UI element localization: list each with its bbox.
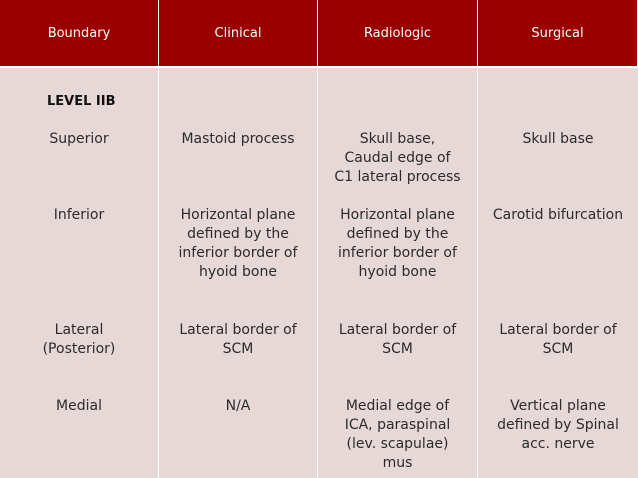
cell-radiologic-row3 (318, 321, 477, 359)
column-boundary (0, 68, 159, 478)
cell-line: inferior border of (178, 245, 298, 261)
cell-line: (lev. scapulae) (346, 436, 449, 452)
cell-line: Lateral border of (179, 322, 297, 338)
cell-line: SCM (542, 341, 574, 357)
cell-clinical-row3 (159, 321, 317, 359)
cell-line: acc. nerve (521, 436, 595, 452)
cell-line: hyoid bone (358, 264, 437, 280)
cell-line: ICA, paraspinal (344, 417, 451, 433)
cell-line: Carotid bifurcation (492, 207, 624, 223)
cell-line: Skull base (522, 131, 594, 147)
cell-line: Superior (49, 131, 109, 147)
cell-line: SCM (382, 341, 413, 357)
cell-radiologic-row2 (318, 206, 477, 282)
cell-boundary-row3 (0, 321, 158, 359)
cell-boundary-row4 (0, 397, 158, 416)
header-surgical: Surgical (478, 0, 638, 68)
header-radiologic: Radiologic (318, 0, 478, 68)
cell-line: Medial edge of (345, 398, 450, 414)
cell-line: Inferior (53, 207, 105, 223)
cell-line: Medial (56, 398, 102, 414)
cell-clinical-row2 (159, 206, 317, 282)
cell-line: Vertical plane (510, 398, 606, 414)
cell-line: Horizontal plane (180, 207, 296, 223)
header-boundary: Boundary (0, 0, 159, 68)
column-surgical (478, 68, 638, 478)
cell-line: N/A (225, 398, 251, 414)
cell-surgical-row1 (478, 130, 638, 149)
cell-line: (Posterior) (42, 341, 116, 357)
cell-line: mus (382, 455, 413, 471)
column-clinical (159, 68, 318, 478)
cell-surgical-row4 (478, 397, 638, 454)
cell-line: Lateral (54, 322, 104, 338)
cell-line: defined by the (187, 226, 289, 242)
cell-radiologic-row4 (318, 397, 477, 473)
cell-line: defined by the (346, 226, 449, 242)
cell-line: hyoid bone (199, 264, 277, 280)
cell-line: inferior border of (338, 245, 457, 261)
cell-line: Lateral border of (499, 322, 617, 338)
cell-line: C1 lateral process (334, 169, 461, 185)
cell-radiologic-row1 (318, 130, 477, 187)
cell-boundary-row1 (0, 130, 158, 149)
cell-line: defined by Spinal (497, 417, 619, 433)
column-radiologic (318, 68, 478, 478)
cell-line: Skull base, (359, 131, 436, 147)
cell-clinical-row4 (159, 397, 317, 416)
cell-surgical-row3 (478, 321, 638, 359)
cell-surgical-row2 (478, 206, 638, 225)
cell-line: Mastoid process (181, 131, 295, 147)
cell-line: Lateral border of (338, 322, 457, 338)
cell-line: Horizontal plane (340, 207, 455, 223)
level-label: LEVEL IIB (47, 94, 116, 109)
header-clinical: Clinical (159, 0, 318, 68)
cell-boundary-row2 (0, 206, 158, 225)
cell-line: Caudal edge of (344, 150, 451, 166)
cell-clinical-row1 (159, 130, 317, 149)
cell-line: SCM (222, 341, 254, 357)
